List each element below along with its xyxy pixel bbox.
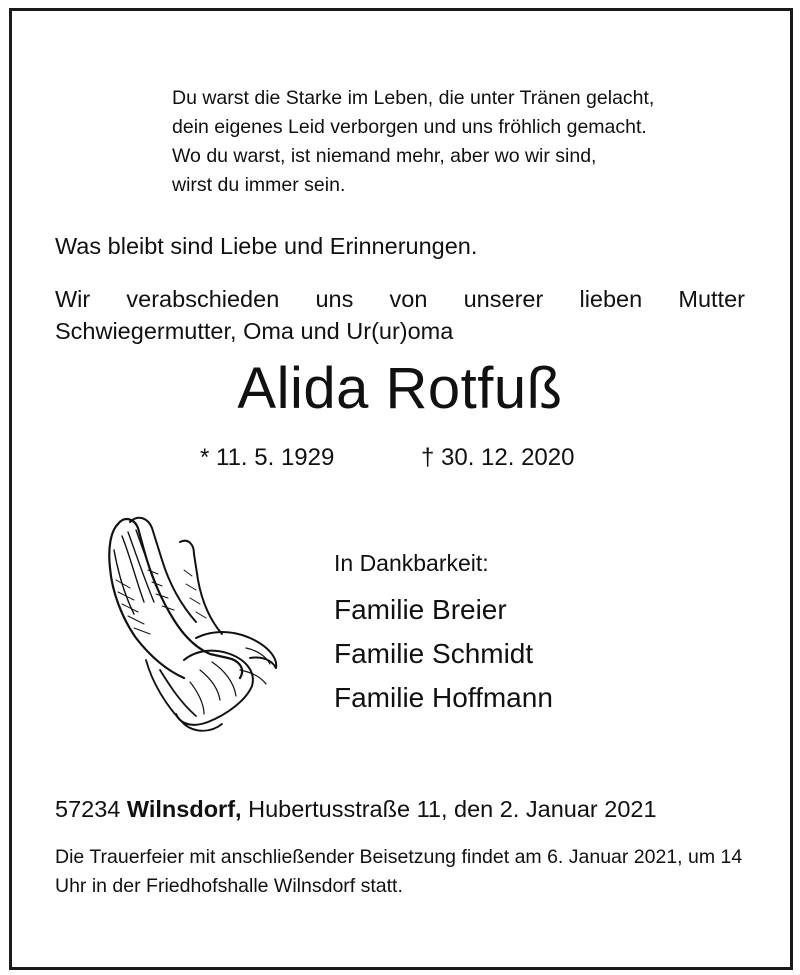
poem-line: Wo du warst, ist niemand mehr, aber wo wir sind,	[172, 145, 597, 167]
poem-line: dein eigenes Leid verborgen und uns fröhlich gemacht.	[172, 116, 647, 138]
intro-line-2: Wir verabschieden uns von unserer lieben Mutter Schwiegermutter, Oma und Ur(ur)oma	[55, 286, 745, 344]
family-name: Familie Hoffmann	[334, 682, 553, 713]
poem	[172, 84, 654, 200]
address-line	[55, 796, 657, 823]
family-name: Familie Breier	[334, 594, 507, 625]
address-rest: Hubertusstraße 11, den 2. Januar 2021	[248, 796, 657, 822]
funeral-note: Die Trauerfeier mit anschließender Beisetzung findet am 6. Januar 2021, um 14 Uhr in der Friedhofshalle Wilnsdorf statt.	[55, 846, 743, 897]
family-name: Familie Schmidt	[334, 638, 534, 669]
town: Wilnsdorf,	[126, 796, 242, 822]
deceased-name: Alida Rotfuß	[237, 356, 563, 421]
family-list	[334, 588, 553, 720]
thanks-label: In Dankbarkeit:	[334, 550, 489, 576]
poem-line: Du warst die Starke im Leben, die unter Tränen gelacht,	[172, 87, 655, 109]
poem-line: wirst du immer sein.	[172, 174, 346, 196]
praying-hands-icon	[100, 510, 285, 735]
death-date: † 30. 12. 2020	[421, 444, 575, 471]
birth-date: * 11. 5. 1929	[200, 444, 335, 471]
intro-line-1: Was bleibt sind Liebe und Erinnerungen.	[55, 233, 478, 259]
postcode: 57234	[55, 796, 121, 822]
